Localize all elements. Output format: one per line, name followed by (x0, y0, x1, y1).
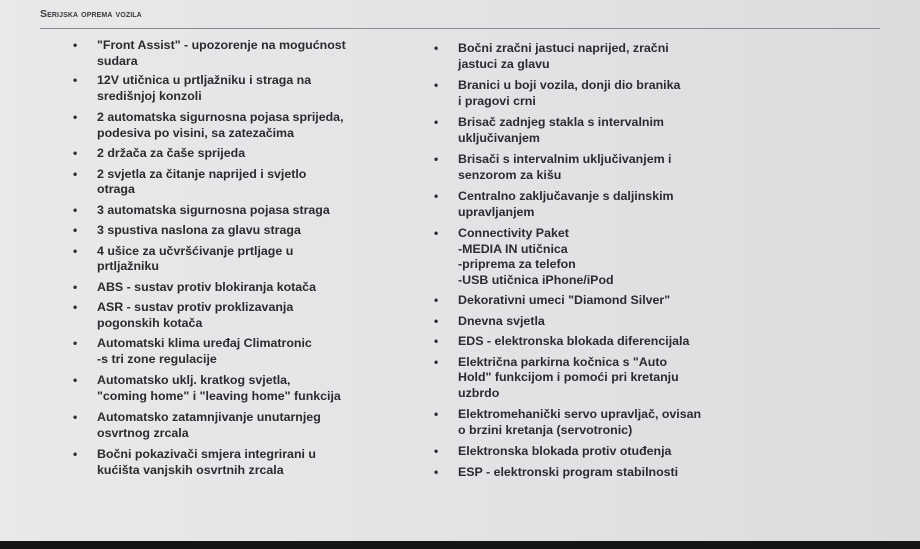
list-item-text: Bočni zračni jastuci naprijed, zračni jastuci za glavu (458, 41, 669, 71)
list-item (434, 78, 758, 109)
bullet-icon: • (434, 407, 439, 421)
equipment-list-right (434, 41, 758, 480)
list-item (434, 41, 758, 72)
list-item-text: ABS - sustav protiv blokiranja kotača (97, 279, 316, 294)
bullet-icon: • (434, 115, 439, 129)
list-item-text: Elektronska blokada protiv otuđenja (458, 444, 672, 458)
list-item (73, 447, 397, 478)
list-item (73, 73, 397, 104)
list-item-text: Automatsko uklj. kratkog svjetla, "coming home" i "leaving home" funkcija (97, 373, 341, 403)
bullet-icon: • (434, 334, 439, 348)
bullet-icon: • (73, 202, 78, 217)
equipment-list-left (73, 38, 397, 478)
list-item (434, 354, 758, 402)
list-item-text: ESP - elektronski program stabilnosti (458, 464, 679, 479)
list-item-text: Automatski klima uređaj Climatronic -s tri zone regulacije (97, 336, 312, 366)
list-item (73, 146, 397, 162)
list-item-text: Brisači s intervalnim uključivanjem i senzorom za kišu (458, 152, 672, 182)
bullet-icon: • (434, 293, 439, 307)
list-item (73, 223, 397, 239)
bullet-icon: • (434, 41, 439, 55)
list-item-text: 3 spustiva naslona za glavu straga (97, 223, 301, 237)
bullet-icon: • (73, 223, 78, 237)
bullet-icon: • (434, 226, 439, 240)
list-item (434, 464, 758, 481)
bullet-icon: • (73, 373, 78, 387)
list-item-text: Dekorativni umeci "Diamond Silver" (458, 293, 671, 307)
bullet-icon: • (73, 166, 78, 181)
bullet-icon: • (73, 146, 78, 160)
list-item (434, 226, 758, 288)
list-item (73, 373, 397, 404)
bullet-icon: • (434, 444, 439, 458)
list-item-text: EDS - elektronska blokada diferencijala (458, 334, 690, 348)
photo-bottom-edge (0, 541, 920, 549)
list-item-text: Bočni pokazivači smjera integrirani u kućišta vanjskih osvrtnih zrcala (97, 447, 316, 477)
list-item (434, 293, 758, 309)
bullet-icon: • (73, 447, 78, 461)
bullet-icon: • (434, 189, 439, 203)
bullet-icon: • (434, 152, 439, 166)
list-item (73, 336, 397, 367)
list-item (434, 444, 758, 460)
list-item (73, 110, 397, 141)
bullet-icon: • (73, 336, 78, 350)
bullet-icon: • (73, 279, 78, 294)
bullet-icon: • (73, 110, 78, 124)
list-item-text: "Front Assist" - upozorenje na mogućnost sudara (97, 38, 346, 68)
bullet-icon: • (434, 313, 439, 328)
list-item (434, 407, 758, 438)
list-item (73, 410, 397, 441)
list-item-text: Connectivity Paket -MEDIA IN utičnica -priprema za telefon -USB utičnica iPhone/iPod (458, 226, 614, 287)
list-item (434, 115, 758, 146)
list-item (434, 189, 758, 220)
list-item (73, 38, 397, 69)
bullet-icon: • (73, 38, 78, 52)
list-item (434, 313, 758, 330)
bullet-icon: • (73, 300, 78, 314)
list-item-text: Elektromehanički servo upravljač, ovisan o brzini kretanja (servotronic) (458, 407, 702, 437)
list-item-text: Automatsko zatamnjivanje unutarnjeg osvrtnog zrcala (97, 410, 321, 440)
list-item-text: Centralno zaključavanje s daljinskim upravljanjem (458, 189, 674, 219)
bullet-icon: • (434, 78, 439, 92)
bullet-icon: • (73, 410, 78, 424)
list-item (73, 279, 397, 296)
bullet-icon: • (434, 354, 439, 369)
list-item-text: 2 držača za čaše sprijeda (97, 146, 246, 160)
list-item-text: 2 svjetla za čitanje naprijed i svjetlo otraga (97, 166, 307, 196)
list-item-text: 2 automatska sigurnosna pojasa sprijeda, podesiva po visini, sa zatezačima (97, 110, 344, 140)
bullet-icon: • (73, 243, 78, 258)
list-item-text: ASR - sustav protiv proklizavanja pogonskih kotača (97, 300, 294, 330)
list-item-text: 3 automatska sigurnosna pojasa straga (97, 202, 330, 217)
section-heading: Serijska oprema vozila (40, 8, 142, 20)
list-item-text: Branici u boji vozila, donji dio branika i pragovi crni (458, 78, 681, 108)
heading-divider (40, 28, 880, 29)
list-item-text: Dnevna svjetla (458, 313, 545, 328)
bullet-icon: • (434, 464, 439, 479)
list-item (73, 300, 397, 331)
bullet-icon: • (73, 73, 78, 87)
list-item (73, 243, 397, 275)
list-item-text: Električna parkirna kočnica s "Auto Hold" funkcijom i pomoći pri kretanju uzbrdo (458, 354, 679, 400)
list-item-text: Brisač zadnjeg stakla s intervalnim uključivanjem (458, 115, 664, 145)
list-item-text: 12V utičnica u prtljažniku i straga na središnjoj konzoli (97, 73, 312, 103)
list-item (434, 334, 758, 350)
list-item (73, 202, 397, 219)
list-item-text: 4 ušice za učvršćivanje prtljage u prtljažniku (97, 243, 294, 273)
list-item (434, 152, 758, 183)
list-item (73, 166, 397, 198)
